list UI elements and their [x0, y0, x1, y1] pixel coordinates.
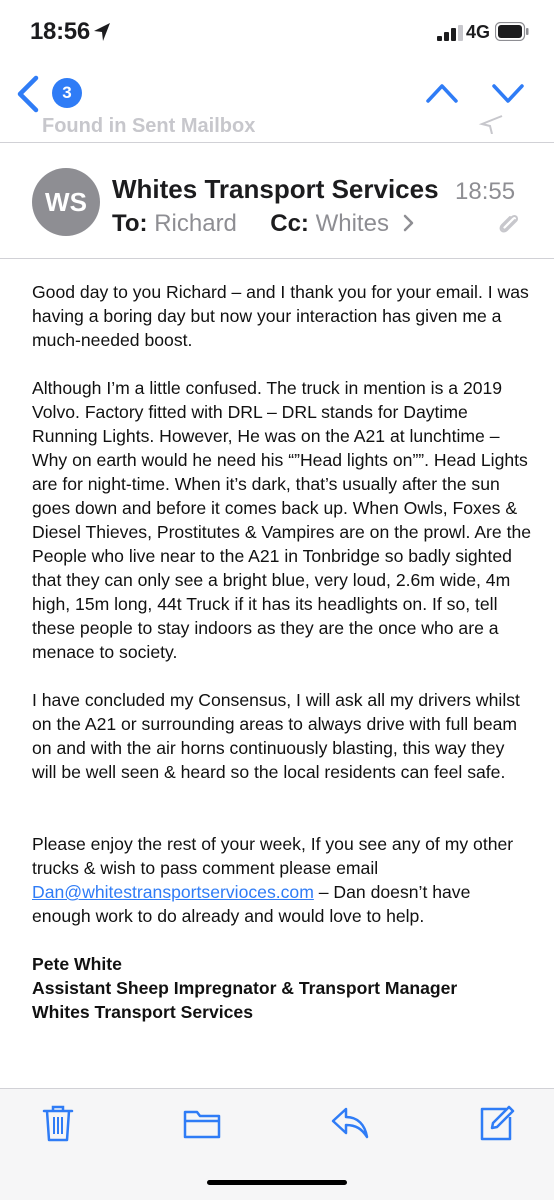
sender-name[interactable]: Whites Transport Services	[112, 174, 439, 204]
previous-message-chevron-up-icon[interactable]	[424, 80, 460, 106]
to-recipient: Richard	[154, 210, 237, 237]
battery-icon	[495, 22, 529, 41]
body-paragraph: Good day to you Richard – and I thank you for your email. I was having a boring day but now your interaction has given me a much-needed boost.	[32, 282, 529, 350]
cellular-signal-icon	[437, 25, 463, 41]
paperclip-icon	[498, 211, 520, 237]
move-arrow-icon	[478, 112, 504, 134]
compose-icon[interactable]	[476, 1103, 516, 1143]
home-indicator	[207, 1180, 347, 1185]
mailbox-location-label: Found in Sent Mailbox	[42, 115, 256, 134]
reply-icon[interactable]	[330, 1103, 370, 1143]
body-text-segment: – Dan doesn’t have enough work to do already and would love to help.	[32, 882, 471, 926]
signature-name: Pete White	[32, 954, 122, 974]
trash-icon[interactable]	[38, 1103, 78, 1143]
cc-recipient: Whites	[315, 210, 389, 237]
cc-label: Cc:	[270, 210, 309, 237]
message-body	[32, 280, 532, 1024]
message-count-badge[interactable]: 3	[52, 78, 82, 108]
next-message-chevron-down-icon[interactable]	[490, 80, 526, 106]
email-link[interactable]: Dan@whitestransportservioces.com	[32, 882, 314, 902]
body-paragraph: I have concluded my Consensus, I will ask all my drivers whilst on the A21 or surrounding areas to always drive with full beam on and with the air horns continuously blasting, this way they will be well seen & heard so the local residents can feel safe.	[32, 690, 520, 782]
divider	[0, 142, 554, 143]
sender-avatar[interactable]: WS	[32, 168, 100, 236]
back-chevron-icon[interactable]	[14, 74, 42, 114]
network-type: 4G	[466, 22, 491, 42]
body-paragraph: Although I’m a little confused. The truck in mention is a 2019 Volvo. Factory fitted with DRL – DRL stands for Daytime Running Lights. However, He was on the A21 at lunchtime – Why on earth would he need his “”Head lights on””. Head Lights are for night-time. When it’s dark, that’s usually after the sun goes down and before it comes back up. When Owls, Foxes & Diesel Thieves, Prostitutes & Vampires are on the prowl. Are the People who live near to the A21 in Tonbridge so badly sighted that they can only see a bright blue, very loud, 2.6m wide, 4m high, 15m long, 44t Truck if it has its headlights on. If so, tell these people to stay indoors as they are the once who are a menace to society.	[32, 378, 532, 662]
message-time: 18:55	[455, 178, 516, 205]
chevron-right-icon	[402, 214, 414, 232]
body-text-segment: Please enjoy the rest of your week, If you see any of my other trucks & wish to pass comment please email	[32, 834, 514, 878]
body-paragraph	[32, 832, 532, 928]
signature-company: Whites Transport Services	[32, 1002, 253, 1022]
location-arrow-icon	[92, 21, 112, 43]
status-time: 18:56	[30, 18, 90, 45]
divider	[0, 258, 554, 259]
folder-icon[interactable]	[182, 1103, 222, 1143]
signature-title: Assistant Sheep Impregnator & Transport Manager	[32, 978, 458, 998]
to-label: To:	[112, 210, 148, 237]
status-bar	[0, 0, 554, 64]
recipients-row[interactable]	[112, 210, 414, 238]
